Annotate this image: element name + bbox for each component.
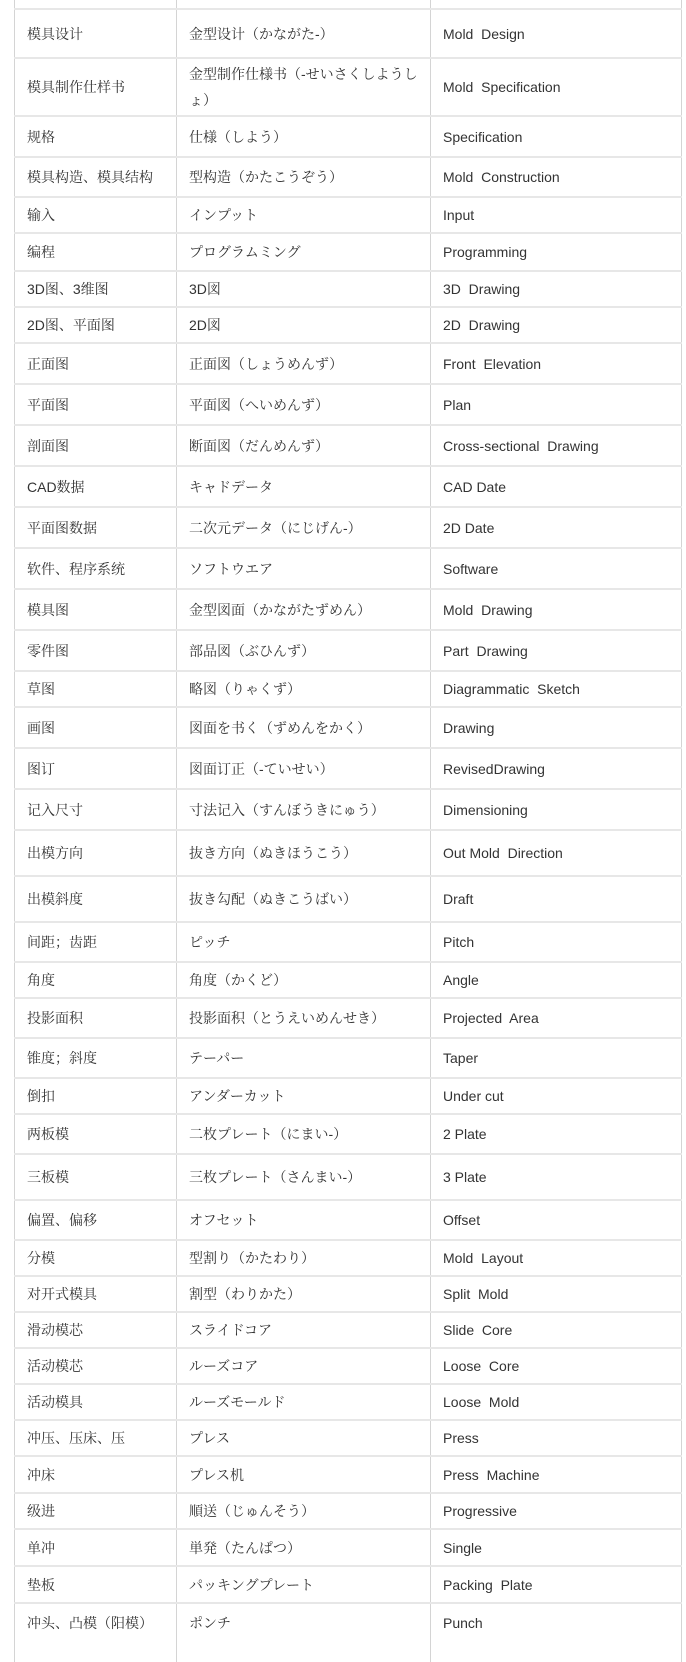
cell-english: Taper (430, 1039, 682, 1077)
table-row (14, 306, 682, 342)
cell-japanese: 投影面积（とうえいめんせき） (176, 999, 430, 1037)
cell-english: Cross-sectional Drawing (430, 426, 682, 465)
cell-english: Input (430, 198, 682, 232)
cell-japanese: 金型制作仕様书（-せいさくしようしょ） (176, 59, 430, 115)
table-row (14, 1113, 682, 1153)
table-row (14, 57, 682, 115)
table-row (14, 1153, 682, 1199)
cell-japanese: 抜き勾配（ぬきこうばい） (176, 877, 430, 921)
cell-english: Offset (430, 1201, 682, 1239)
cell-japanese: 図面订正（-ていせい） (176, 749, 430, 788)
cell-japanese: 角度（かくど） (176, 963, 430, 997)
cell-english: Under cut (430, 1079, 682, 1113)
cell-chinese: 模具制作仕样书 (14, 59, 176, 115)
cell-chinese: 两板模 (14, 1115, 176, 1153)
cell-chinese: 投影面积 (14, 999, 176, 1037)
cell-english: 2D Drawing (430, 308, 682, 342)
cell-chinese: 冲头、凸模（阳模） (14, 1604, 176, 1662)
table-row (14, 115, 682, 156)
cell-chinese: CAD数据 (14, 467, 176, 506)
cell-english: Slide Core (430, 1313, 682, 1347)
cell-english: Punch (430, 1604, 682, 1662)
cell-japanese: 型构造（かたこうぞう） (176, 158, 430, 196)
table-row (14, 270, 682, 306)
cell-japanese: オフセット (176, 1201, 430, 1239)
cell-english: 2 Plate (430, 1115, 682, 1153)
table-row (14, 588, 682, 629)
cell-chinese: 活动模具 (14, 1385, 176, 1419)
cell-english: 3D Drawing (430, 272, 682, 306)
cell-chinese: 输入 (14, 198, 176, 232)
table-row (14, 1311, 682, 1347)
cell-english: Split Mold (430, 1277, 682, 1311)
cell-english: 3 Plate (430, 1155, 682, 1199)
cell-chinese: 软件、程序系统 (14, 549, 176, 588)
table-row (14, 1492, 682, 1528)
cell-chinese: 角度 (14, 963, 176, 997)
cell-english: Pitch (430, 923, 682, 961)
table-body (14, 8, 682, 1662)
cell-japanese: インプット (176, 198, 430, 232)
cell-english: Progressive (430, 1494, 682, 1528)
table-row (14, 232, 682, 270)
cell-english: Mold Layout (430, 1241, 682, 1275)
cell-japanese: ルーズモールド (176, 1385, 430, 1419)
table-row (14, 1275, 682, 1311)
cell-chinese: 2D图、平面图 (14, 308, 176, 342)
table-row (14, 706, 682, 747)
cell-japanese: 断面図（だんめんず） (176, 426, 430, 465)
cell-chinese: 对开式模具 (14, 1277, 176, 1311)
cell-chinese: 倒扣 (14, 1079, 176, 1113)
cell-chinese: 编程 (14, 234, 176, 270)
cell-english: Dimensioning (430, 790, 682, 829)
cell-english: 2D Date (430, 508, 682, 547)
table-row (14, 8, 682, 57)
cell-chinese: 三板模 (14, 1155, 176, 1199)
cell-japanese: 平面図（へいめんず） (176, 385, 430, 424)
cell-chinese: 规格 (14, 117, 176, 156)
cell-japanese: スライドコア (176, 1313, 430, 1347)
cell-chinese: 冲床 (14, 1457, 176, 1492)
cell-chinese: 剖面图 (14, 426, 176, 465)
cell-japanese: プレス机 (176, 1457, 430, 1492)
table-row (14, 506, 682, 547)
table-row (14, 921, 682, 961)
table-row (14, 1455, 682, 1492)
cell-english: Plan (430, 385, 682, 424)
cell-chinese: 级进 (14, 1494, 176, 1528)
cell-english: Angle (430, 963, 682, 997)
glossary-table (14, 0, 682, 1662)
cell-chinese: 模具图 (14, 590, 176, 629)
table-row (14, 196, 682, 232)
table-row (14, 1239, 682, 1275)
cell-chinese: 图订 (14, 749, 176, 788)
cell-japanese: 2D図 (176, 308, 430, 342)
table-row (14, 1077, 682, 1113)
table-row (14, 670, 682, 706)
cell-japanese: 部品図（ぶひんず） (176, 631, 430, 670)
cell-japanese: 三枚プレート（さんまい-） (176, 1155, 430, 1199)
cell-english: CAD Date (430, 467, 682, 506)
cell-chinese: 分模 (14, 1241, 176, 1275)
cell-japanese: 型割り（かたわり） (176, 1241, 430, 1275)
cell-english: Software (430, 549, 682, 588)
cell-chinese: 出模方向 (14, 831, 176, 875)
table-row (14, 788, 682, 829)
cell-japanese: 割型（わりかた） (176, 1277, 430, 1311)
cell-english: Mold Specification (430, 59, 682, 115)
cell-japanese: テーパー (176, 1039, 430, 1077)
cell-chinese: 滑动模芯 (14, 1313, 176, 1347)
cell-chinese: 零件图 (14, 631, 176, 670)
cell-japanese: 金型设计（かながた-） (176, 10, 430, 57)
cell-chinese: 出模斜度 (14, 877, 176, 921)
table-row (14, 1528, 682, 1565)
cell-chinese: 平面图 (14, 385, 176, 424)
cell-japanese: プログラムミング (176, 234, 430, 270)
cell-chinese: 锥度；斜度 (14, 1039, 176, 1077)
cell-english: Projected Area (430, 999, 682, 1037)
cell-chinese: 记入尺寸 (14, 790, 176, 829)
cell-english: Packing Plate (430, 1567, 682, 1602)
table-row (14, 547, 682, 588)
table-row (14, 997, 682, 1037)
cell-chinese: 间距；齿距 (14, 923, 176, 961)
cell-chinese: 模具构造、模具结构 (14, 158, 176, 196)
table-row (14, 1419, 682, 1455)
cell-chinese: 草图 (14, 672, 176, 706)
cell-japanese: パッキングプレート (176, 1567, 430, 1602)
cell-japanese: 二枚プレート（にまい-） (176, 1115, 430, 1153)
cell-english: Press Machine (430, 1457, 682, 1492)
cell-english: RevisedDrawing (430, 749, 682, 788)
cell-english: Mold Design (430, 10, 682, 57)
cell-english: Draft (430, 877, 682, 921)
cell-japanese: 二次元データ（にじげん-） (176, 508, 430, 547)
cell-japanese: 金型図面（かながたずめん） (176, 590, 430, 629)
cell-chinese: 活动模芯 (14, 1349, 176, 1383)
cell-japanese: 単発（たんぱつ） (176, 1530, 430, 1565)
cell-japanese: プレス (176, 1421, 430, 1455)
cell-chinese: 偏置、偏移 (14, 1201, 176, 1239)
cell-japanese: 正面図（しょうめんず） (176, 344, 430, 383)
cell-english: Front Elevation (430, 344, 682, 383)
cell-english: Mold Construction (430, 158, 682, 196)
cell-japanese: ポンチ (176, 1604, 430, 1662)
cell-japanese: 抜き方向（ぬきほうこう） (176, 831, 430, 875)
table-row (14, 1565, 682, 1602)
cell-english: Single (430, 1530, 682, 1565)
cell-english: Loose Mold (430, 1385, 682, 1419)
cell-chinese: 模具设计 (14, 10, 176, 57)
table-row (14, 829, 682, 875)
cell-japanese: アンダーカット (176, 1079, 430, 1113)
table-row (14, 424, 682, 465)
cell-japanese: 図面を书く（ずめんをかく） (176, 708, 430, 747)
table-row (14, 1602, 682, 1662)
table-row (14, 1037, 682, 1077)
cell-japanese: 順送（じゅんそう） (176, 1494, 430, 1528)
cell-japanese (176, 0, 430, 8)
cell-japanese: ピッチ (176, 923, 430, 961)
table-row (14, 156, 682, 196)
cell-japanese: キャドデータ (176, 467, 430, 506)
cell-japanese: ルーズコア (176, 1349, 430, 1383)
cell-japanese: 3D図 (176, 272, 430, 306)
table-row (14, 747, 682, 788)
table-row (14, 961, 682, 997)
cell-english: Part Drawing (430, 631, 682, 670)
table-row (14, 1347, 682, 1383)
cell-chinese: 正面图 (14, 344, 176, 383)
table-row (14, 1383, 682, 1419)
cell-english: Out Mold Direction (430, 831, 682, 875)
cell-chinese: 冲压、压床、压 (14, 1421, 176, 1455)
table-row (14, 383, 682, 424)
cell-japanese: 仕様（しよう） (176, 117, 430, 156)
cell-chinese: 垫板 (14, 1567, 176, 1602)
partial-top-row (14, 0, 682, 8)
cell-chinese: 平面图数据 (14, 508, 176, 547)
table-row (14, 629, 682, 670)
cell-english: Specification (430, 117, 682, 156)
cell-chinese: 画图 (14, 708, 176, 747)
cell-english: Drawing (430, 708, 682, 747)
cell-english: Press (430, 1421, 682, 1455)
table-row (14, 875, 682, 921)
cell-english (430, 0, 682, 8)
cell-japanese: 寸法记入（すんぼうきにゅう） (176, 790, 430, 829)
cell-japanese: 略図（りゃくず） (176, 672, 430, 706)
cell-english: Programming (430, 234, 682, 270)
cell-chinese: 单冲 (14, 1530, 176, 1565)
table-row (14, 342, 682, 383)
cell-english: Loose Core (430, 1349, 682, 1383)
cell-japanese: ソフトウエア (176, 549, 430, 588)
cell-english: Diagrammatic Sketch (430, 672, 682, 706)
table-row (14, 1199, 682, 1239)
cell-english: Mold Drawing (430, 590, 682, 629)
cell-chinese (14, 0, 176, 8)
table-row (14, 465, 682, 506)
cell-chinese: 3D图、3维图 (14, 272, 176, 306)
